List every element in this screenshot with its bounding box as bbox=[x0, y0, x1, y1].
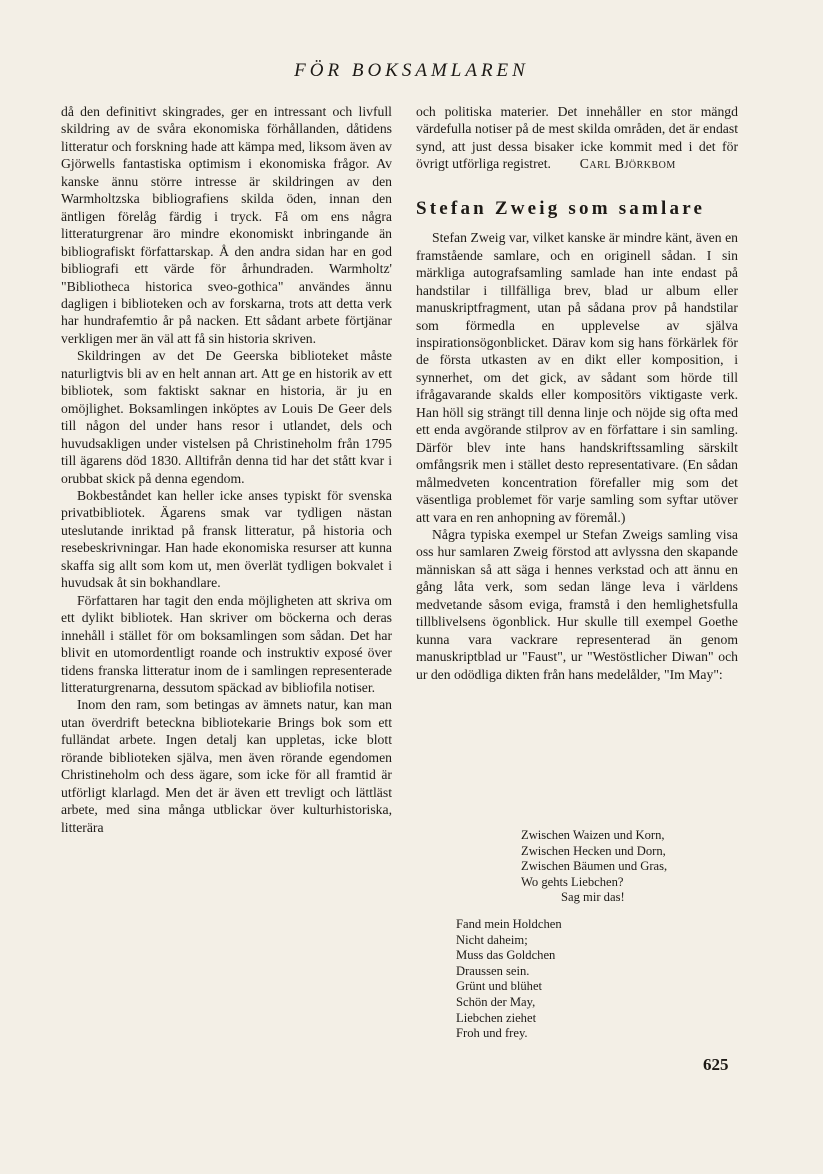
paragraph: Några typiska exempel ur Stefan Zweigs samling visa oss hur samlaren Zweig förstod att avlyssna den skapande människan så att säga i hennes verkstad och att ännu en gång låta verk, som sedan länge leva i världens medvetande såsom eviga, framstå i den hemlighetsfulla tillblivelsens ögonblick. Hur skulle till exempel Goethe kunna vara vackrare representerad än genom manuskriptblad ur "Faust", ur "Westöstlicher Diwan" och ur den odödliga dikten från hans medelålder, "Im May": bbox=[416, 526, 738, 682]
paragraph: Inom den ram, som betingas av ämnets natur, kan man utan överdrift beteckna bibliotekarie Brings bok som ett fulländat arbete. Ingen detalj kan uppletas, icke blott rörande biblioteken själva, men även rörande egendomen Christineholm och dess ägare, som icke för all framtid är utförligt klarlagd. Men det är även ett trevligt och lättläst arbete, med sina många utblickar över kulturhistoriska, litterära bbox=[61, 697, 392, 835]
poem-line: Sag mir das! bbox=[561, 890, 625, 905]
poem-line: Zwischen Bäumen und Gras, bbox=[521, 859, 668, 874]
section-title: Stefan Zweig som samlare bbox=[416, 197, 706, 219]
paragraph: då den definitivt skingrades, ger en intressant och livfull skildring av de svåra ekonomiska förhållanden, dåtidens litteratur och forskning hade att kämpa med, liksom även av Gjörwells fantastiska optimism i ekonomiska frågor. Av kanske ännu större intresse är skildringen av den Warmholtzska bibliografiens skilda öden, innan den äntligen förelåg färdig i tryck. Få om ens några litteraturgrenar äro mindre ekonomiskt inbringande än bibliografiskt författarskap. Å den andra sidan har en god bibliografi ett värde för århundraden. Warmholtz' "Bibliotheca historica sveo-gothica" användes ännu dagligen i biblioteken och av forskarna, trots att detta verk har hundrafemtio år på nacken. Ett sådant arbete förtjänar verkligen mer än väl att få sin historia skriven. bbox=[61, 104, 392, 346]
poem-line: Muss das Goldchen bbox=[456, 948, 556, 963]
paragraph: Bokbeståndet kan heller icke anses typiskt för svenska privatbibliotek. Ägarens smak var tydligen nästan uteslutande inriktad på fransk litteratur, på historia och resebeskrivningar. Han hade ekonomiska resurser att kunna skaffa sig allt som kom ut, men överlät tydligen bokvalet i huvudsak åt sin bokhandlare. bbox=[61, 487, 392, 591]
page-number: 625 bbox=[703, 1055, 729, 1074]
review-signature: Carl Björkbom bbox=[579, 156, 676, 172]
running-title: FÖR BOKSAMLAREN bbox=[294, 60, 529, 81]
poem-line: Fand mein Holdchen bbox=[456, 917, 562, 931]
poem-line: Liebchen ziehet bbox=[456, 1010, 537, 1025]
poem-line: Draussen sein. bbox=[456, 963, 530, 978]
poem-line: Froh und frey. bbox=[456, 1026, 528, 1041]
paragraph bbox=[416, 103, 738, 173]
poem-stanza-2 bbox=[456, 917, 562, 1042]
poem-line: Schön der May, bbox=[456, 994, 536, 1009]
poem-line: Zwischen Hecken und Dorn, bbox=[521, 843, 666, 858]
poem-line: Zwischen Waizen und Korn, bbox=[521, 828, 665, 842]
paragraph: Stefan Zweig var, vilket kanske är mindre känt, även en framstående samlare, och en originell sådan. I sin märkliga autografsamling samlade han inte endast på handstilar i tillfälliga brev, blad ur album eller manuskriptfragment, utan på sådana prov på handstilar som förmedla en upplevelse av själva inspirationsögonblicket. Därav kom sig hans förkärlek för de första utkasten av en dikt eller komposition, i synnerhet, om det gick, av sådant som hörde till ifrågavarande skalds eller kompositörs viktigaste verk. Han höll sig strängt till denna linje och nöjde sig ofta med ett enda avgörande stilprov av en författare i sin samling. Därför blev inte hans handskriftssamling särskilt omfångsrik men i stället desto representativare. (En sådan målmedveten koncentration förefaller mig som det väsentliga problemet för varje samling som syftar utöver att vara en ren anhopning av föremål.) bbox=[416, 230, 738, 525]
paragraph: Författaren har tagit den enda möjligheten att skriva om ett dylikt bibliotek. Han skriver om böckerna och deras innehåll i stället för om boksamlingen som sådan. Det har blivit en utomordentligt roande och instruktiv exposé över tidens franska litteratur inom de i samlingen representerade litteraturgrenarna, dessutom späckad av bibliofila notiser. bbox=[61, 592, 392, 695]
left-column bbox=[61, 103, 392, 836]
poem-line: Grünt und blühet bbox=[456, 979, 543, 994]
right-column bbox=[416, 103, 738, 683]
poem-line: Nicht daheim; bbox=[456, 932, 528, 947]
poem-line: Wo gehts Liebchen? bbox=[521, 874, 624, 889]
paragraph: Skildringen av det De Geerska biblioteket måste naturligtvis bli av en helt annan art. Att ge en historik av ett bibliotek, som faktiskt saknar en historia, är ju en omöjlighet. Boksamlingen inköptes av Louis De Geer dels till någon del under hans resor i utlandet, dels och huvudsakligen under vistelsen på Christineholm från 1795 till ägarens död 1830. Alltifrån denna tid har det stått kvar i orubbat skick på denna egendom. bbox=[61, 348, 392, 486]
review-continuation: och politiska materier. Det innehåller en stor mängd värdefulla notiser på de mest skilda områden, det är endast synd, att just dessa bisaker icke kommit med i det för övrigt utförliga registret. bbox=[416, 104, 738, 172]
poem-stanza-1 bbox=[521, 828, 667, 906]
